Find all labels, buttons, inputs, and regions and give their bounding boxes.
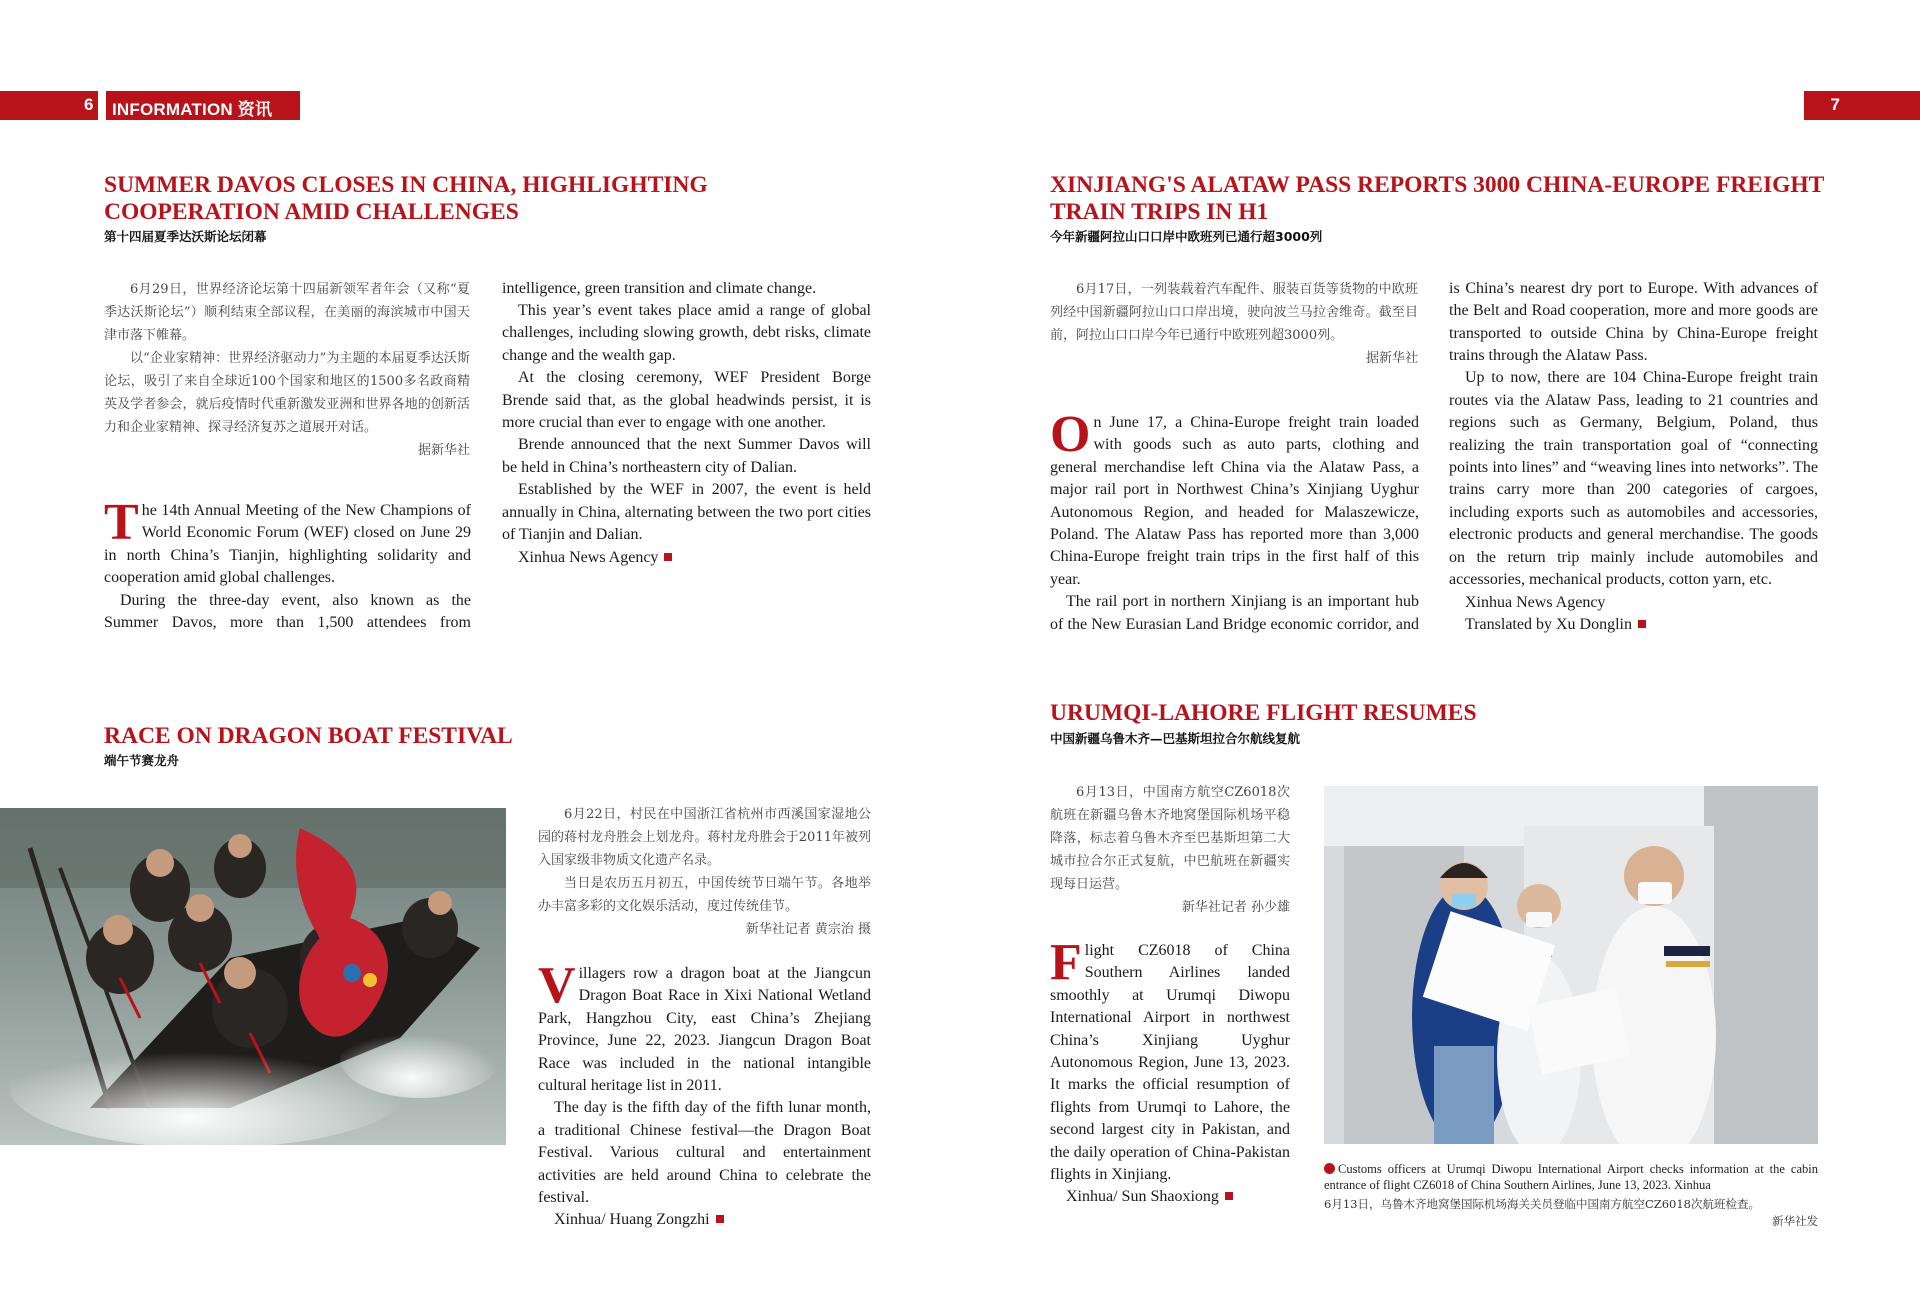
article4-cn-p1: 6月13日，中国南方航空CZ6018次航班在新疆乌鲁木齐地窝堡国际机场平稳降落，标志着乌鲁木齐至巴基斯坦第二大城市拉合尔正式复航，中巴航班在新疆实现每日运营。 bbox=[1050, 785, 1290, 892]
article3-col bbox=[538, 957, 871, 1232]
article2-en-p1-text: n June 17, a China-Europe freight train loaded with goods such as auto parts, clothing and general merchandise left China via the Alataw Pass, a major rail port in Northwest China’s Xinjiang Uyghur Autonomous Region, and headed for Malaszewicze, Poland. The Alataw Pass has reported more than 3,000 China-Europe freight train trips in the first half of this year. bbox=[1050, 414, 1419, 588]
dragon-boat-image bbox=[0, 808, 506, 1145]
end-mark-icon bbox=[1638, 620, 1646, 628]
airport-photo bbox=[1324, 786, 1818, 1144]
article3-cn-p1: 6月22日，村民在中国浙江省杭州市西溪国家湿地公园的蒋村龙舟胜会上划龙舟。蒋村龙舟胜会于2011年被列入国家级非物质文化遗产名录。 bbox=[538, 807, 871, 868]
left-page-tab bbox=[0, 91, 300, 120]
left-page-number: 6 bbox=[84, 95, 94, 114]
article1-cn-p2: 以“企业家精神：世界经济驱动力”为主题的本届夏季达沃斯论坛，吸引了来自全球近100个国家和地区的1500多名政商精英及学者参会，就后疫情时代重新激发亚洲和世界各地的创新活力和企业家精神、探寻经济复苏之道展开对话。 bbox=[104, 351, 470, 435]
article1-en-p1 bbox=[104, 500, 471, 590]
article1-en-credit: Xinhua News Agency bbox=[518, 548, 659, 566]
article1-cn-p1: 6月29日，世界经济论坛第十四届新领军者年会（又称“夏季达沃斯论坛”）顺利结束全部议程，在美丽的海滨城市中国天津市落下帷幕。 bbox=[104, 282, 470, 343]
article2-en-p2: The rail port in northern Xinjiang is an important hub of the New Eurasian Land Bridge economic corridor, and bbox=[1050, 593, 1419, 633]
article2-en-credit-line: Xinhua News Agency bbox=[1465, 593, 1606, 611]
article4-col bbox=[1050, 934, 1290, 1209]
article3-en-p1-text: illagers row a dragon boat at the Jiangcun Dragon Boat Race in Xixi National Wetland Park, Hangzhou City, east China’s Zhejiang Province, June 22, 2023. Jiangcun Dragon Boat Race was included in the national intangible cultural heritage list in 2011. bbox=[538, 965, 871, 1095]
article2-en-translator: Translated by Xu Donglin bbox=[1465, 615, 1632, 633]
article3-cn-block bbox=[538, 803, 871, 941]
article4-en-credit: Xinhua/ Sun Shaoxiong bbox=[1066, 1188, 1219, 1206]
airport-photo-caption bbox=[1324, 1161, 1818, 1193]
dragon-boat-photo bbox=[0, 808, 506, 1145]
article4-en-p1 bbox=[1050, 934, 1290, 1186]
article4-en-credit-line bbox=[1050, 1186, 1290, 1208]
article4-cn-credit: 新华社记者 孙少雄 bbox=[1181, 900, 1290, 915]
article1-col2 bbox=[502, 278, 871, 638]
article1-en-credit-line bbox=[502, 547, 871, 569]
article2-cn-credit: 据新华社 bbox=[1365, 351, 1418, 366]
camera-icon bbox=[1324, 1163, 1335, 1174]
airport-caption-text: Customs officers at Urumqi Diwopu International Airport checks information at the cabin entrance of flight CZ6018 of China Southern Airlines, June 13, 2023. Xinhua bbox=[1324, 1162, 1818, 1192]
article2-cn-p1: 6月17日，一列装载着汽车配件、服装百货等货物的中欧班列经中国新疆阿拉山口口岸出境，驶向波兰马拉舍维奇。截至目前，阿拉山口口岸今年已通行中欧班列超3000列。 bbox=[1050, 282, 1418, 343]
article1-en-p4: At the closing ceremony, WEF President Borge Brende said that, as the global headwinds persist, it is more crucial than ever to engage with one another. bbox=[502, 369, 871, 432]
article2-col1 bbox=[1050, 412, 1419, 638]
section-label: INFORMATION 资讯 bbox=[112, 100, 273, 119]
article1-en-p3: This year’s event takes place amid a range of global challenges, including slowing growth, debt risks, climate change and the wealth gap. bbox=[502, 302, 871, 364]
end-mark-icon bbox=[664, 553, 672, 561]
airport-customs-image bbox=[1324, 786, 1818, 1144]
article3-en-p1 bbox=[538, 957, 871, 1097]
article2-en-p3: Up to now, there are 104 China-Europe freight train routes via the Alataw Pass, leading to 21 countries and regions such as Germany, Belgium, Poland, thus realizing the train transportation goal of “connecting points into lines” and “weaving lines into networks”. The trains carry more than 200 categories of cargoes, including exports such as automobiles and accessories, electronic products and general merchandise. The goods on the return trip mainly include automobiles and accessories, mechanical products, cotton yarn, etc. bbox=[1449, 369, 1818, 589]
article3-en-p2: The day is the fifth day of the fifth lunar month, a traditional Chinese festival—the Dragon Boat Festival. Various cultural and entertainment activities are held around China to celebrate the festival. bbox=[538, 1099, 871, 1207]
article2-en-p1 bbox=[1050, 412, 1419, 591]
article1-subtitle: 第十四届夏季达沃斯论坛闭幕 bbox=[104, 229, 267, 244]
article4-subtitle: 中国新疆乌鲁木齐—巴基斯坦拉合尔航线复航 bbox=[1050, 731, 1301, 746]
article3-cn-credit: 新华社记者 黄宗治 摄 bbox=[745, 922, 871, 937]
article1-title: SUMMER DAVOS CLOSES IN CHINA, HIGHLIGHTING COOPERATION AMID CHALLENGES bbox=[104, 172, 708, 225]
article3-dropcap: V bbox=[538, 957, 576, 1014]
airport-caption-cn: 6月13日，乌鲁木齐地窝堡国际机场海关关员登临中国南方航空CZ6018次航班检查。 bbox=[1324, 1197, 1761, 1211]
article1-col1 bbox=[104, 500, 471, 636]
article1-en-p2-continued: intelligence, green transition and climate change. bbox=[502, 279, 817, 297]
article2-en-p2-continued: is China’s nearest dry port to Europe. With advances of the Belt and Road cooperation, more and more goods are transported to outside China by China-Europe freight trains through the Alataw Pass. bbox=[1449, 279, 1818, 365]
article2-dropcap: O bbox=[1050, 412, 1091, 463]
article3-en-credit: Xinhua/ Huang Zongzhi bbox=[554, 1211, 710, 1229]
article2-en-translator-line bbox=[1449, 614, 1818, 636]
article2-col2 bbox=[1449, 278, 1818, 638]
article3-subtitle: 端午节赛龙舟 bbox=[104, 753, 180, 768]
right-page-number: 7 bbox=[1830, 95, 1840, 114]
article1-cn-block bbox=[104, 278, 470, 462]
end-mark-icon bbox=[716, 1215, 724, 1223]
article3-cn-p2: 当日是农历五月初五，中国传统节日端午节。各地举办丰富多彩的文化娱乐活动，度过传统佳节。 bbox=[538, 876, 871, 914]
article4-cn-block bbox=[1050, 781, 1290, 919]
article1-en-p1-text: he 14th Annual Meeting of the New Champions of World Economic Forum (WEF) closed on June 29 in north China’s Tianjin, highlighting solidarity and cooperation amid global challenges. bbox=[104, 502, 471, 587]
article3-title: RACE ON DRAGON BOAT FESTIVAL bbox=[104, 723, 513, 749]
article3-en-credit-line bbox=[538, 1209, 871, 1231]
article1-en-p6: Established by the WEF in 2007, the event is held annually in China, alternating between the two port cities of Tianjin and Dalian. bbox=[502, 481, 871, 544]
article4-dropcap: F bbox=[1050, 934, 1082, 991]
article1-cn-credit: 据新华社 bbox=[417, 443, 470, 458]
article2-title: XINJIANG'S ALATAW PASS REPORTS 3000 CHINA-EUROPE FREIGHT TRAIN TRIPS IN H1 bbox=[1050, 172, 1824, 225]
article1-en-p5: Brende announced that the next Summer Davos will be held in China’s northeastern city of Dalian. bbox=[502, 436, 871, 476]
airport-caption-credit: 新华社发 bbox=[1772, 1214, 1818, 1228]
article1-dropcap: T bbox=[104, 500, 139, 551]
tab-divider bbox=[98, 91, 106, 120]
right-page-tab bbox=[1804, 91, 1920, 120]
article4-title: URUMQI-LAHORE FLIGHT RESUMES bbox=[1050, 700, 1477, 726]
article2-subtitle: 今年新疆阿拉山口口岸中欧班列已通行超3000列 bbox=[1050, 229, 1323, 244]
end-mark-icon bbox=[1225, 1192, 1233, 1200]
article4-en-p1-text: light CZ6018 of China Southern Airlines landed smoothly at Urumqi Diwopu International Airport in northwest China’s Xinjiang Uyghur Autonomous Region, June 13, 2023. It marks the official resumption of flights from Urumqi to Lahore, the second largest city in Pakistan, and the daily operation of China-Pakistan flights in Xinjiang. bbox=[1050, 942, 1290, 1184]
article2-cn-block bbox=[1050, 278, 1418, 370]
article1-en-p2: During the three-day event, also known as the Summer Davos, more than 1,500 attendees from bbox=[104, 591, 471, 632]
